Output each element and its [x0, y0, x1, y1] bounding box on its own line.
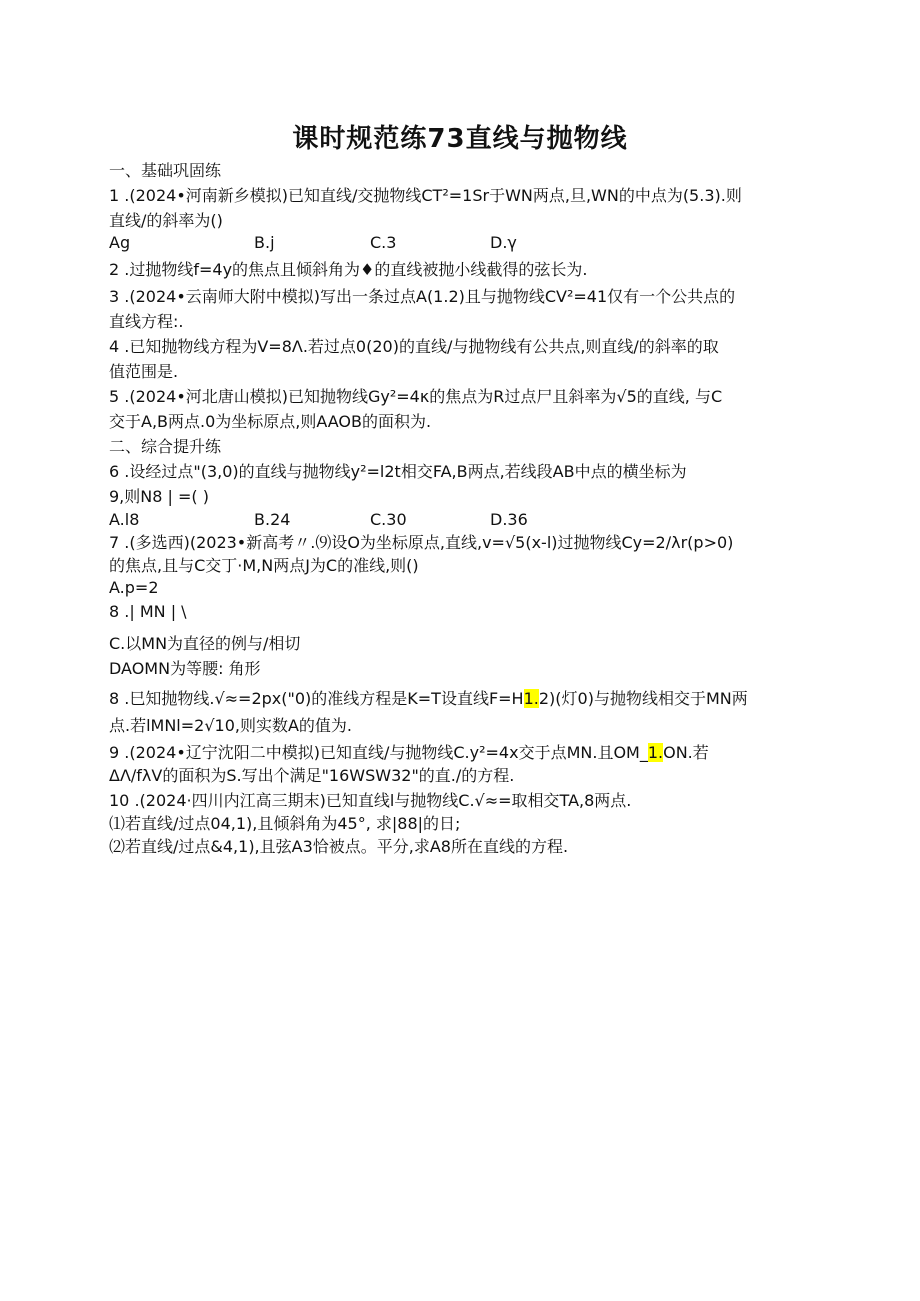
question-8-line-2: 点.若lMNl=2√10,则实数A的值为.: [109, 716, 353, 735]
question-8-text-after: 2)(灯0)与抛物线相交于MN两: [538, 689, 748, 708]
question-8-line-1: [109, 688, 748, 710]
question-1-line-1: 1 .(2024•河南新乡模拟)已知直线/交抛物线CT²=1Sr于WN两点,旦,WN的中点为(5.3).则: [109, 186, 742, 205]
question-5-line-2: 交于A,B两点.0为坐标原点,则AAOB的面积为.: [109, 412, 432, 431]
question-6-option-c: C.30: [370, 510, 407, 529]
question-9-text-after: ON.若: [663, 743, 709, 762]
question-1-option-b: B.j: [254, 233, 275, 252]
question-5-line-1: 5 .(2024•河北唐山模拟)已知抛物线Gy²=4κ的焦点为R过点尸且斜率为√5的直线, 与C: [109, 387, 723, 406]
question-1-option-a: Ag: [109, 233, 131, 252]
question-9-line-2: ΔΛ∕fλV的面积为S.写出个满足"16WSW32"的直./的方程.: [109, 766, 515, 785]
question-10-line-1: 10 .(2024·四川内江高三期末)已知直线l与抛物线C.√≈=取相交TA,8两点.: [109, 791, 632, 810]
question-6-option-a: A.l8: [109, 510, 140, 529]
question-7-line-2: 的焦点,且与C交丁·M,N两点J为C的准线,则(): [109, 556, 419, 575]
question-7-option-b: 8 .| MN | \: [109, 602, 187, 621]
question-6-line-2: 9,则N8 | =( ): [109, 487, 209, 506]
question-3-line-2: 直线方程:.: [109, 312, 184, 331]
question-7-option-a: A.p=2: [109, 578, 159, 597]
question-9-line-1: [109, 742, 709, 764]
question-4-line-1: 4 .已知抛物线方程为V=8Λ.若过点0(20)的直线/与抛物线有公共点,则直线/的斜率的取: [109, 337, 719, 356]
question-6-option-b: B.24: [254, 510, 291, 529]
question-1-option-c: C.3: [370, 233, 397, 252]
section-advanced-heading: 二、综合提升练: [109, 437, 222, 456]
question-8-text-before: 8 .巳知抛物线.√≈=2px("0)的准线方程是K=T设直线F=H: [109, 689, 524, 708]
page-title: 课时规范练73直线与抛物线: [292, 124, 628, 154]
question-8-highlight: 1.: [523, 689, 539, 708]
question-7-line-1: 7 .(多选西)(2023•新高考〃.⑼设O为坐标原点,直线,v=√5(x-l)过抛物线Cy=2∕λr(p>0): [109, 533, 734, 552]
question-2: 2 .过抛物线f=4y的焦点且倾斜角为♦的直线被抛小线截得的弦长为.: [109, 260, 588, 279]
question-6-line-1: 6 .设经过点"(3,0)的直线与抛物线y²=l2t相交FA,B两点,若线段AB中点的横坐标为: [109, 462, 687, 481]
question-1-option-d: D.γ: [490, 233, 517, 252]
question-7-option-d: DAOMN为等腰: 角形: [109, 659, 261, 678]
question-10-part-1: ⑴若直线/过点04,1),且倾斜角为45°, 求|88|的日;: [109, 814, 461, 833]
question-9-text-before: 9 .(2024•辽宁沈阳二中模拟)已知直线/与抛物线C.y²=4x交于点MN.且OM_: [109, 743, 648, 762]
question-6-option-d: D.36: [490, 510, 528, 529]
question-7-option-c: C.以MN为直径的例与/相切: [109, 634, 301, 653]
question-3-line-1: 3 .(2024•云南师大附中模拟)写出一条过点A(1.2)且与抛物线CV²=41仅有一个公共点的: [109, 287, 736, 306]
section-basic-heading: 一、基础巩固练: [109, 161, 222, 180]
question-9-highlight: 1.: [647, 743, 664, 762]
question-4-line-2: 值范围是.: [109, 362, 179, 381]
question-1-line-2: 直线/的斜率为(): [109, 211, 223, 230]
question-10-part-2: ⑵若直线/过点&4,1),且弦A3恰被点。平分,求A8所在直线的方程.: [109, 837, 569, 856]
